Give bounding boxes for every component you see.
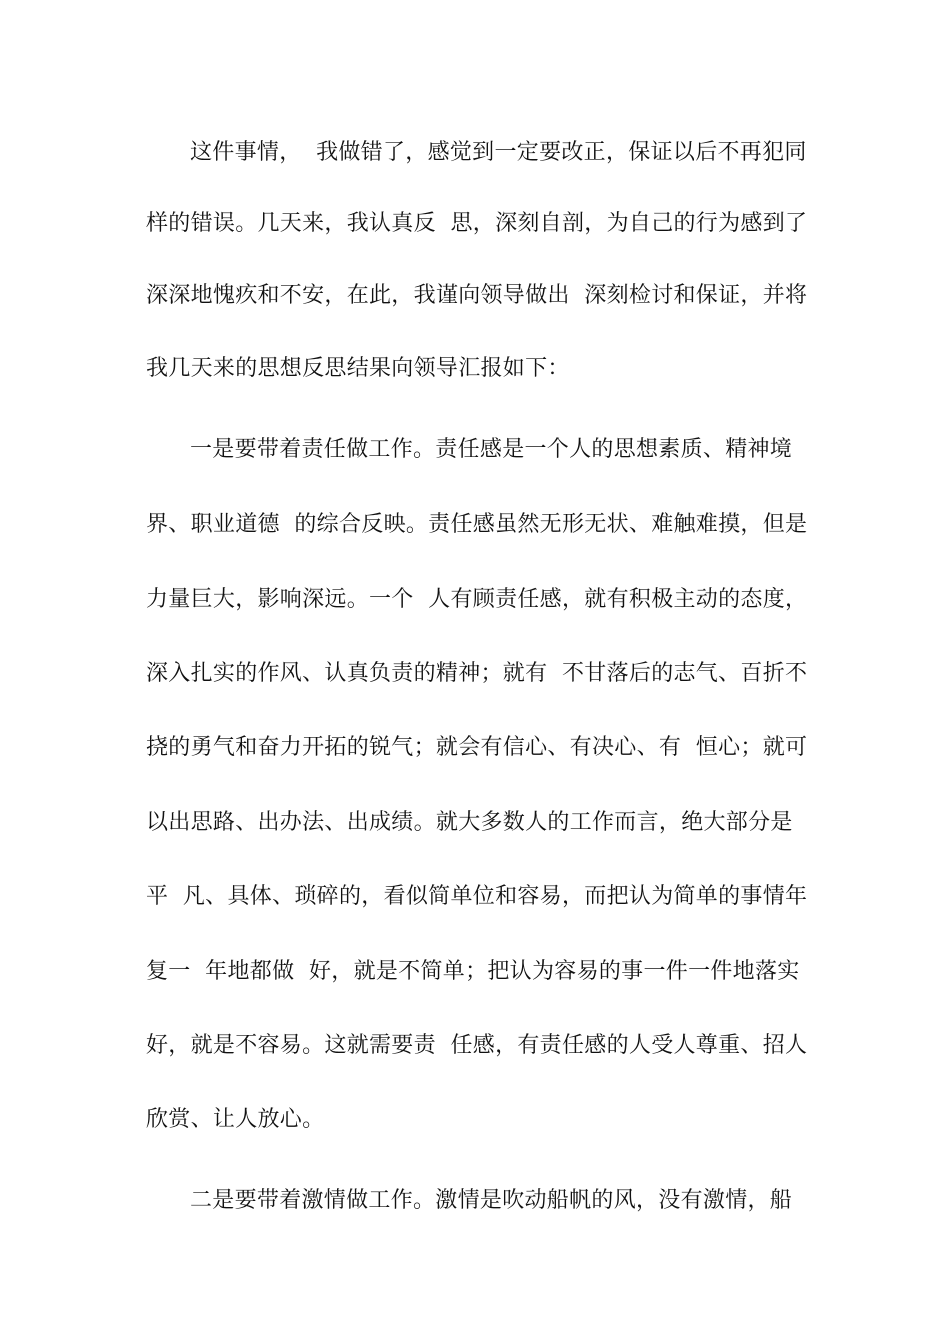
text-line: 欣赏、让人放心。 [146, 1107, 325, 1132]
text-line: 我几天来的思想反思结果向领导汇报如下： [146, 356, 570, 381]
text-line: 样的错误。几天来，我认真反 思，深刻自剖，为自己的行为感到了 [146, 211, 808, 236]
text-line: 二是要带着激情做工作。激情是吹动船帆的风，没有激情，船 [190, 1188, 793, 1213]
text-line: 以出思路、出办法、出成绩。就大多数人的工作而言，绝大部分是 [146, 810, 793, 835]
text-line: 好，就是不容易。这就需要责 任感，有责任感的人受人尊重、招人 [146, 1033, 808, 1058]
text-line: 深深地愧疚和不安，在此，我谨向领导做出 深刻检讨和保证，并将 [146, 283, 808, 308]
text-line: 界、职业道德 的综合反映。责任感虽然无形无状、难触难摸，但是 [146, 512, 808, 537]
text-line: 一是要带着责任做工作。责任感是一个人的思想素质、精神境 [190, 437, 793, 462]
text-line: 深入扎实的作风、认真负责的精神；就有 不甘落后的志气、百折不 [146, 661, 808, 686]
text-line: 这件事情， 我做错了，感觉到一定要改正，保证以后不再犯同 [190, 140, 807, 165]
text-line: 挠的勇气和奋力开拓的锐气；就会有信心、有决心、有 恒心；就可 [146, 735, 808, 760]
text-line: 力量巨大，影响深远。一个 人有顾责任感，就有积极主动的态度， [146, 587, 808, 612]
text-line: 平 凡、具体、琐碎的，看似简单位和容易，而把认为简单的事情年 [146, 884, 808, 909]
text-line: 复一 年地都做 好，就是不简单；把认为容易的事一件一件地落实 [146, 959, 800, 984]
